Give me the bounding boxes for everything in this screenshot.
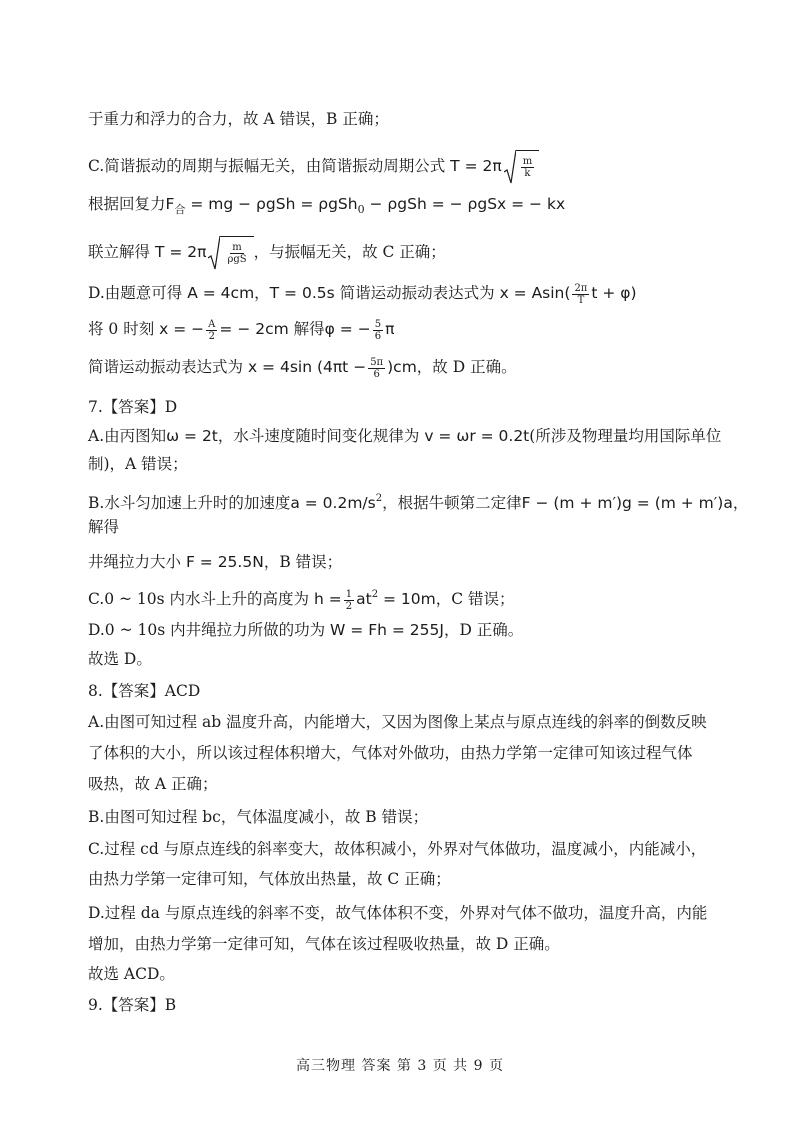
line-text: 解得: [88, 518, 120, 536]
text-line: [88, 150, 539, 184]
text-line: [88, 711, 707, 733]
text-line: [88, 488, 748, 514]
fraction: $\frac{m}{\text{ρgS}}$: [227, 242, 247, 265]
math-expression: T = 2π: [450, 157, 502, 175]
line-text: 故选 D。: [88, 650, 152, 668]
math-expression: A = 4cm，T = 0.5s: [187, 284, 335, 302]
math-expression: − ρgSh = − ρgSx = − kx: [364, 195, 566, 213]
math-expression: π: [385, 320, 395, 338]
line-text: 增加，由热力学第一定律可知，气体在该过程吸收热量，故 D 正确。: [88, 935, 560, 953]
line-text: ，与振幅无关，故 C 正确；: [253, 243, 446, 261]
answer-heading: [88, 396, 177, 418]
math-expression: t + φ): [591, 284, 637, 302]
superscript: 2: [375, 493, 383, 504]
text-line: [88, 108, 389, 130]
text-line: [88, 806, 428, 828]
text-line: [88, 318, 394, 342]
answer-heading: [88, 994, 176, 1016]
text-line: [88, 453, 188, 475]
superscript: 2: [371, 589, 379, 600]
math-expression: F: [165, 195, 175, 213]
text-line: [88, 838, 706, 860]
line-text: D.0 ~ 10s 内井绳拉力所做的功为: [88, 621, 331, 639]
text-line: [88, 933, 560, 955]
math-expression: x = −: [159, 320, 205, 338]
text-line: [88, 742, 693, 764]
line-text: 于重力和浮力的合力，故 A 错误，B 正确；: [88, 110, 389, 128]
text-line: [88, 236, 446, 270]
math-expression: at: [356, 590, 372, 608]
text-line: [88, 963, 175, 985]
line-text: ，B 错误；: [263, 553, 343, 571]
line-text: 7.【答案】D: [88, 398, 178, 416]
fraction: $\frac{1}{2}$: [345, 588, 353, 612]
text-line: [88, 193, 565, 221]
math-expression: h =: [313, 590, 342, 608]
line-text: D.过程 da 与原点连线的斜率不变，故气体体积不变，外界对气体不做功，温度升高，内能: [88, 904, 708, 922]
line-text: 制)，A 错误；: [88, 455, 188, 473]
math-expression: = mg − ρgSh = ρgSh: [185, 195, 358, 213]
text-line: [88, 868, 451, 890]
text-line: [88, 516, 119, 538]
line-text: C.简谐振动的周期与振幅无关，由简谐振动周期公式: [88, 157, 451, 175]
text-line: [88, 425, 721, 447]
line-text: 简谐运动振动表达式为: [88, 358, 248, 376]
math-expression: = − 2cm: [219, 320, 289, 338]
square-root: [208, 236, 253, 270]
line-text: 了体积的大小，所以该过程体积增大，气体对外做功，由热力学第一定律可知该过程气体: [88, 744, 693, 762]
line-text: ，故 D 正确。: [416, 358, 517, 376]
fraction: $\frac{5\pi}{6}$: [370, 356, 384, 380]
text-line: [88, 584, 515, 612]
line-text: 9.【答案】B: [88, 996, 177, 1014]
text-line: [88, 773, 218, 795]
text-line: [88, 902, 707, 924]
text-line: [88, 356, 517, 380]
line-text: 根据回复力: [88, 195, 166, 213]
line-text: (所涉及物理量均用国际单位: [529, 427, 722, 445]
math-expression: T = 2π: [154, 243, 207, 261]
line-text: ，: [732, 494, 749, 512]
math-expression: F = 25.5N: [185, 553, 264, 571]
math-expression: )cm: [387, 358, 417, 376]
math-expression: W = Fh = 255J: [330, 621, 444, 639]
text-line: [88, 619, 523, 641]
line-text: A.由图可知过程 ab 温度升高，内能增大，又因为图像上某点与原点连线的斜率的倒数反映: [88, 713, 707, 731]
math-expression: φ = −: [324, 320, 371, 338]
line-text: C.0 ~ 10s 内水斗上升的高度为: [88, 590, 314, 608]
math-expression: ω = 2t: [166, 427, 218, 445]
line-text: ，水斗速度随时间变化规律为: [217, 427, 425, 445]
fraction: $\frac{2\pi}{T}$: [574, 282, 588, 306]
line-text: ，D 正确。: [443, 621, 524, 639]
line-text: B.水斗匀加速上升时的加速度: [88, 494, 291, 512]
math-expression: a = 0.2m/s: [290, 494, 376, 512]
text-line: [88, 551, 342, 573]
math-expression: F − (m + m′)g = (m + m′)a: [521, 494, 733, 512]
line-text: 由热力学第一定律可知，气体放出热量，故 C 正确；: [88, 870, 451, 888]
line-text: D.由题意可得: [88, 284, 188, 302]
page-footer: 高三物理 答案 第 3 页 共 9 页: [296, 1058, 504, 1074]
line-text: ，C 错误；: [435, 590, 515, 608]
math-expression: = 10m: [378, 590, 436, 608]
line-text: 吸热，故 A 正确；: [88, 775, 218, 793]
fraction: $\frac{5}{6}$: [374, 318, 382, 342]
line-text: 简谐运动振动表达式为: [334, 284, 500, 302]
line-text: B.由图可知过程 bc，气体温度减小，故 B 错误；: [88, 808, 429, 826]
fraction: $\frac{m}{k}$: [522, 156, 533, 179]
math-expression: v = ωr = 0.2t: [424, 427, 530, 445]
answer-heading: [88, 680, 200, 702]
text-line: [88, 282, 637, 306]
line-text: 将 0 时刻: [88, 320, 160, 338]
subscript: 0: [357, 203, 365, 216]
square-root: [504, 150, 539, 184]
line-text: A.由丙图知: [88, 427, 167, 445]
subscript: 合: [174, 203, 186, 216]
text-line: [88, 648, 152, 670]
line-text: 井绳拉力大小: [88, 553, 186, 571]
line-text: ，根据牛顿第二定律: [382, 494, 522, 512]
line-text: 故选 ACD。: [88, 965, 175, 983]
line-text: 联立解得: [88, 243, 155, 261]
math-expression: x = 4sin (4πt −: [247, 358, 367, 376]
line-text: 8.【答案】ACD: [88, 682, 201, 700]
line-text: 解得: [288, 320, 325, 338]
line-text: C.过程 cd 与原点连线的斜率变大，故体积减小，外界对气体做功，温度减小，内能减小，: [88, 840, 707, 858]
fraction: $\frac{A}{2}$: [208, 318, 216, 342]
math-expression: x = Asin(: [499, 284, 571, 302]
